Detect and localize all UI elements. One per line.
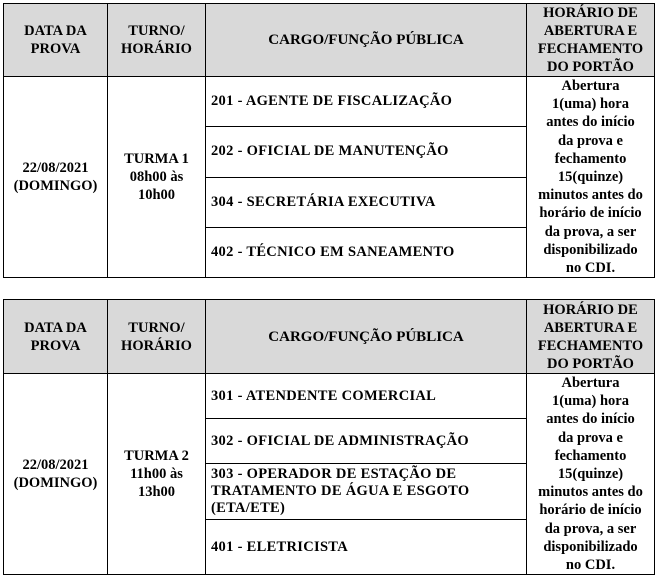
cargo-item: 402 - TÉCNICO EM SANEAMENTO: [206, 227, 527, 277]
horario-line: Abertura: [561, 375, 620, 391]
horario-line: da prova e: [558, 132, 623, 149]
date-cell: [4, 374, 108, 575]
header-cargo-funcao: CARGO/FUNÇÃO PÚBLICA: [206, 4, 527, 77]
header-horario-portao: HORÁRIO DE ABERTURA E FECHAMENTO DO PORTÃO: [527, 300, 655, 374]
horario-line: horário de início: [539, 205, 642, 222]
exam-weekday: (DOMINGO): [13, 178, 98, 195]
table-header-row: [4, 4, 655, 77]
cargo-item: 201 - AGENTE DE FISCALIZAÇÃO: [206, 77, 527, 127]
table-row: [4, 77, 655, 127]
horario-line: disponibilizado: [543, 241, 638, 258]
horario-line: fechamento: [554, 150, 627, 167]
cargo-item: 202 - OFICIAL DE MANUTENÇÃO: [206, 127, 527, 177]
horario-line: 1(uma) hora: [552, 393, 629, 410]
date-cell: [4, 77, 108, 278]
header-data-prova: DATA DA PROVA: [4, 300, 108, 374]
header-cargo-funcao: CARGO/FUNÇÃO PÚBLICA: [206, 300, 527, 374]
cargo-item: 303 - OPERADOR DE ESTAÇÃO DE TRATAMENTO DE ÁGUA E ESGOTO (ETA/ETE): [206, 464, 527, 520]
horario-line: no CDI.: [565, 557, 616, 574]
turma-label: TURMA 1: [124, 151, 189, 168]
horario-line: fechamento: [554, 447, 627, 464]
cargo-item: 302 - OFICIAL DE ADMINISTRAÇÃO: [206, 419, 527, 464]
cargo-item: 301 - ATENDENTE COMERCIAL: [206, 374, 527, 419]
schedule-table-turma-1: [3, 3, 655, 278]
cargo-item: 304 - SECRETÁRIA EXECUTIVA: [206, 177, 527, 227]
horario-line: disponibilizado: [543, 538, 638, 555]
horario-line: Abertura: [561, 78, 620, 94]
turma-cell: [108, 374, 206, 575]
horario-line: da prova, a ser: [544, 520, 637, 537]
horario-line: 15(quinze): [557, 169, 624, 186]
horario-line: 1(uma) hora: [552, 96, 629, 113]
table-row: [4, 374, 655, 419]
turma-cell: [108, 77, 206, 278]
header-turno-horario: TURNO/ HORÁRIO: [108, 4, 206, 77]
schedule-table-turma-2: [3, 299, 655, 575]
turma-start-time: 08h00 às: [129, 169, 184, 186]
turma-end-time: 10h00: [137, 187, 176, 204]
exam-date: 22/08/2021: [22, 160, 89, 177]
exam-weekday: (DOMINGO): [13, 475, 98, 492]
header-turno-horario: TURNO/ HORÁRIO: [108, 300, 206, 374]
horario-cell: [527, 374, 655, 575]
header-horario-portao: HORÁRIO DE ABERTURA E FECHAMENTO DO PORTÃO: [527, 4, 655, 77]
turma-start-time: 11h00 às: [130, 466, 183, 483]
exam-date: 22/08/2021: [22, 457, 89, 474]
table-header-row: [4, 300, 655, 374]
horario-line: no CDI.: [565, 260, 616, 277]
horario-cell: [527, 77, 655, 278]
horario-line: da prova e: [558, 429, 623, 446]
horario-line: horário de início: [539, 502, 642, 519]
turma-label: TURMA 2: [124, 448, 189, 465]
turma-end-time: 13h00: [137, 484, 176, 501]
cargo-item: 401 - ELETRICISTA: [206, 520, 527, 575]
header-data-prova: DATA DA PROVA: [4, 4, 108, 77]
horario-line: antes do início: [546, 114, 635, 131]
horario-line: da prova, a ser: [544, 223, 637, 240]
horario-line: antes do início: [546, 411, 635, 428]
horario-line: 15(quinze): [557, 466, 624, 483]
horario-line: minutos antes do: [538, 187, 643, 204]
horario-line: minutos antes do: [538, 484, 643, 501]
